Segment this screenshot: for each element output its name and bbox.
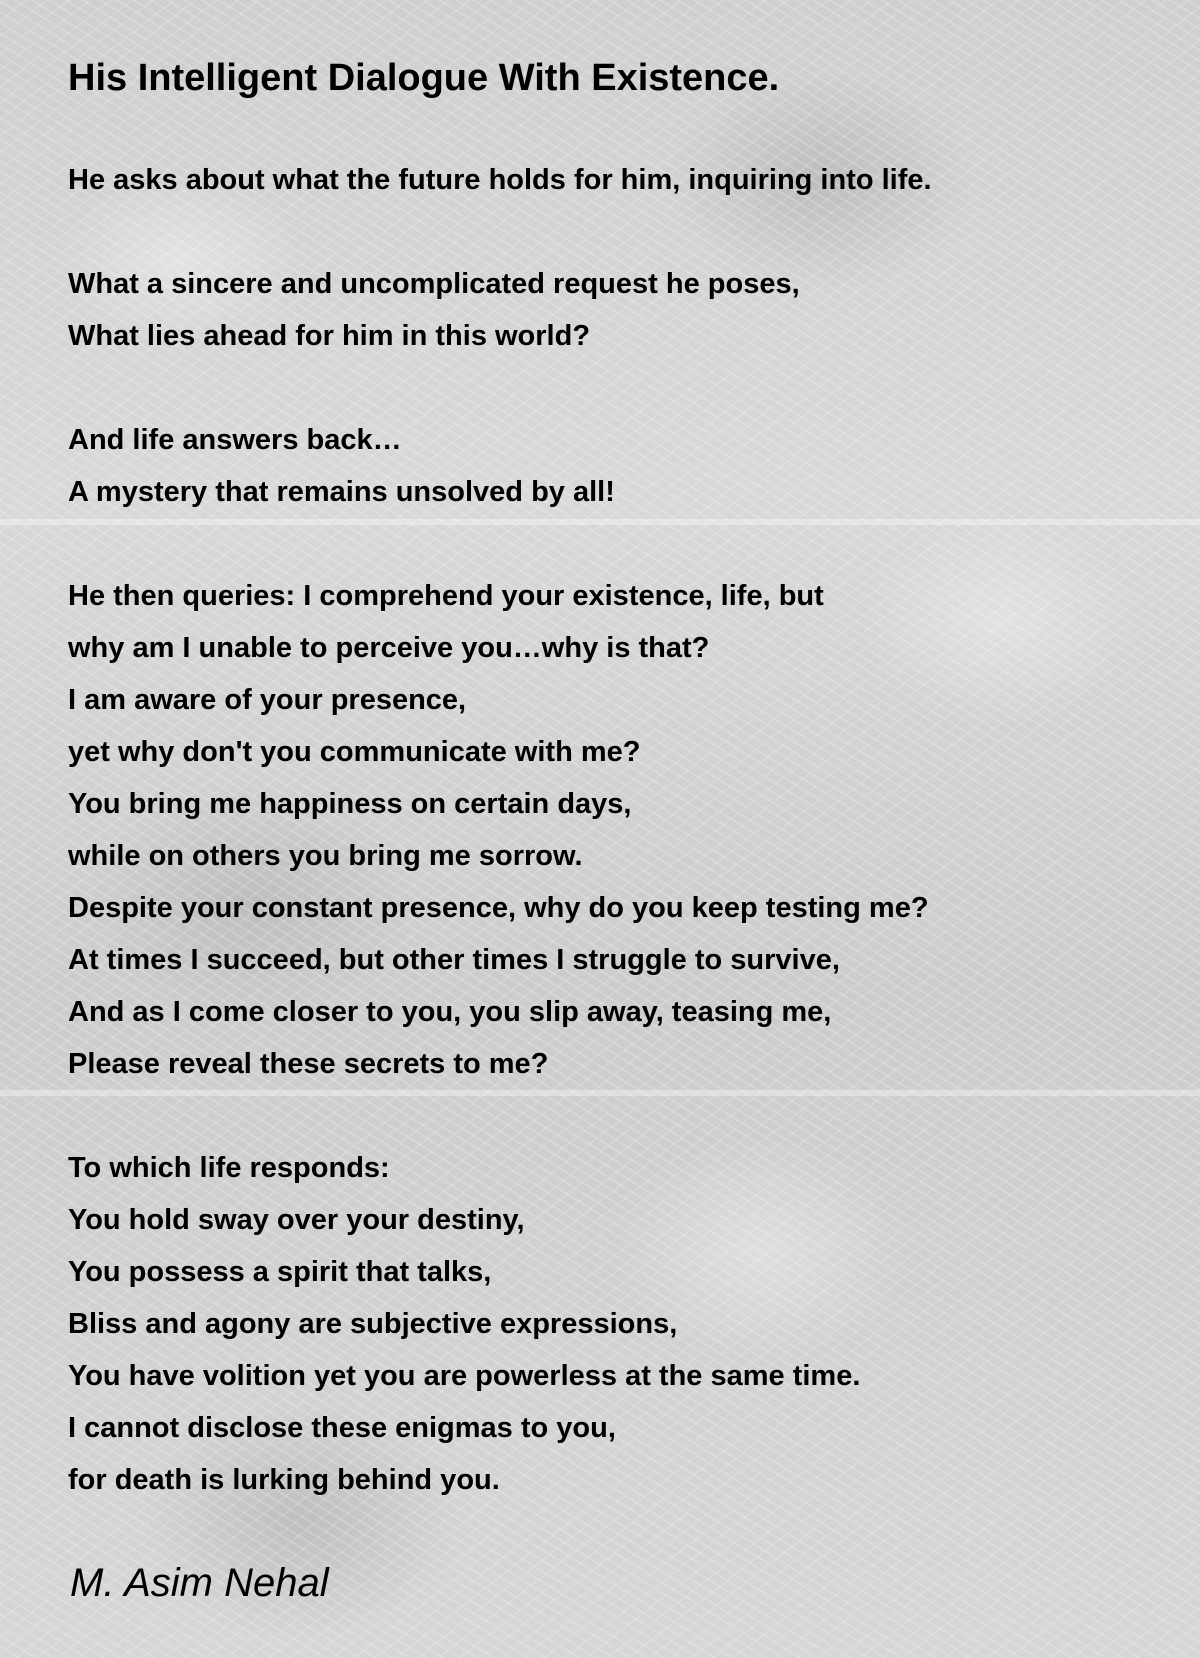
poem-title: His Intelligent Dialogue With Existence. bbox=[68, 57, 780, 99]
poem-line: yet why don't you communicate with me? bbox=[68, 736, 641, 768]
poem-line: You possess a spirit that talks, bbox=[68, 1256, 492, 1288]
stanza-5 bbox=[68, 1142, 1168, 1506]
poem-line: You bring me happiness on certain days, bbox=[68, 788, 632, 820]
poem-line: why am I unable to perceive you…why is that? bbox=[68, 632, 710, 664]
poem-line: And as I come closer to you, you slip away, teasing me, bbox=[68, 996, 832, 1028]
stanza-1 bbox=[68, 154, 1168, 206]
poem-author: M. Asim Nehal bbox=[70, 1561, 329, 1605]
poem-line: Please reveal these secrets to me? bbox=[68, 1048, 549, 1080]
poem-line: Bliss and agony are subjective expressions, bbox=[68, 1308, 678, 1340]
poem-line: Despite your constant presence, why do you keep testing me? bbox=[68, 892, 929, 924]
poem-line: You hold sway over your destiny, bbox=[68, 1204, 525, 1236]
poem-line: He then queries: I comprehend your existence, life, but bbox=[68, 580, 824, 612]
poem-line: At times I succeed, but other times I struggle to survive, bbox=[68, 944, 840, 976]
poem-line: A mystery that remains unsolved by all! bbox=[68, 476, 615, 508]
poem-body bbox=[68, 52, 1168, 1558]
stanza-3 bbox=[68, 414, 1168, 518]
poem-line: I am aware of your presence, bbox=[68, 684, 467, 716]
poem-line: for death is lurking behind you. bbox=[68, 1464, 500, 1496]
poem-line: What lies ahead for him in this world? bbox=[68, 320, 591, 352]
poem-line: What a sincere and uncomplicated request he poses, bbox=[68, 268, 800, 300]
poem-line: To which life responds: bbox=[68, 1152, 390, 1184]
poem-line: You have volition yet you are powerless at the same time. bbox=[68, 1360, 861, 1392]
stanza-2 bbox=[68, 258, 1168, 362]
poem-line: And life answers back… bbox=[68, 424, 402, 456]
stanza-4 bbox=[68, 570, 1168, 1090]
poem-line: I cannot disclose these enigmas to you, bbox=[68, 1412, 616, 1444]
poem-line: while on others you bring me sorrow. bbox=[68, 840, 583, 872]
poem-line: He asks about what the future holds for him, inquiring into life. bbox=[68, 164, 932, 196]
